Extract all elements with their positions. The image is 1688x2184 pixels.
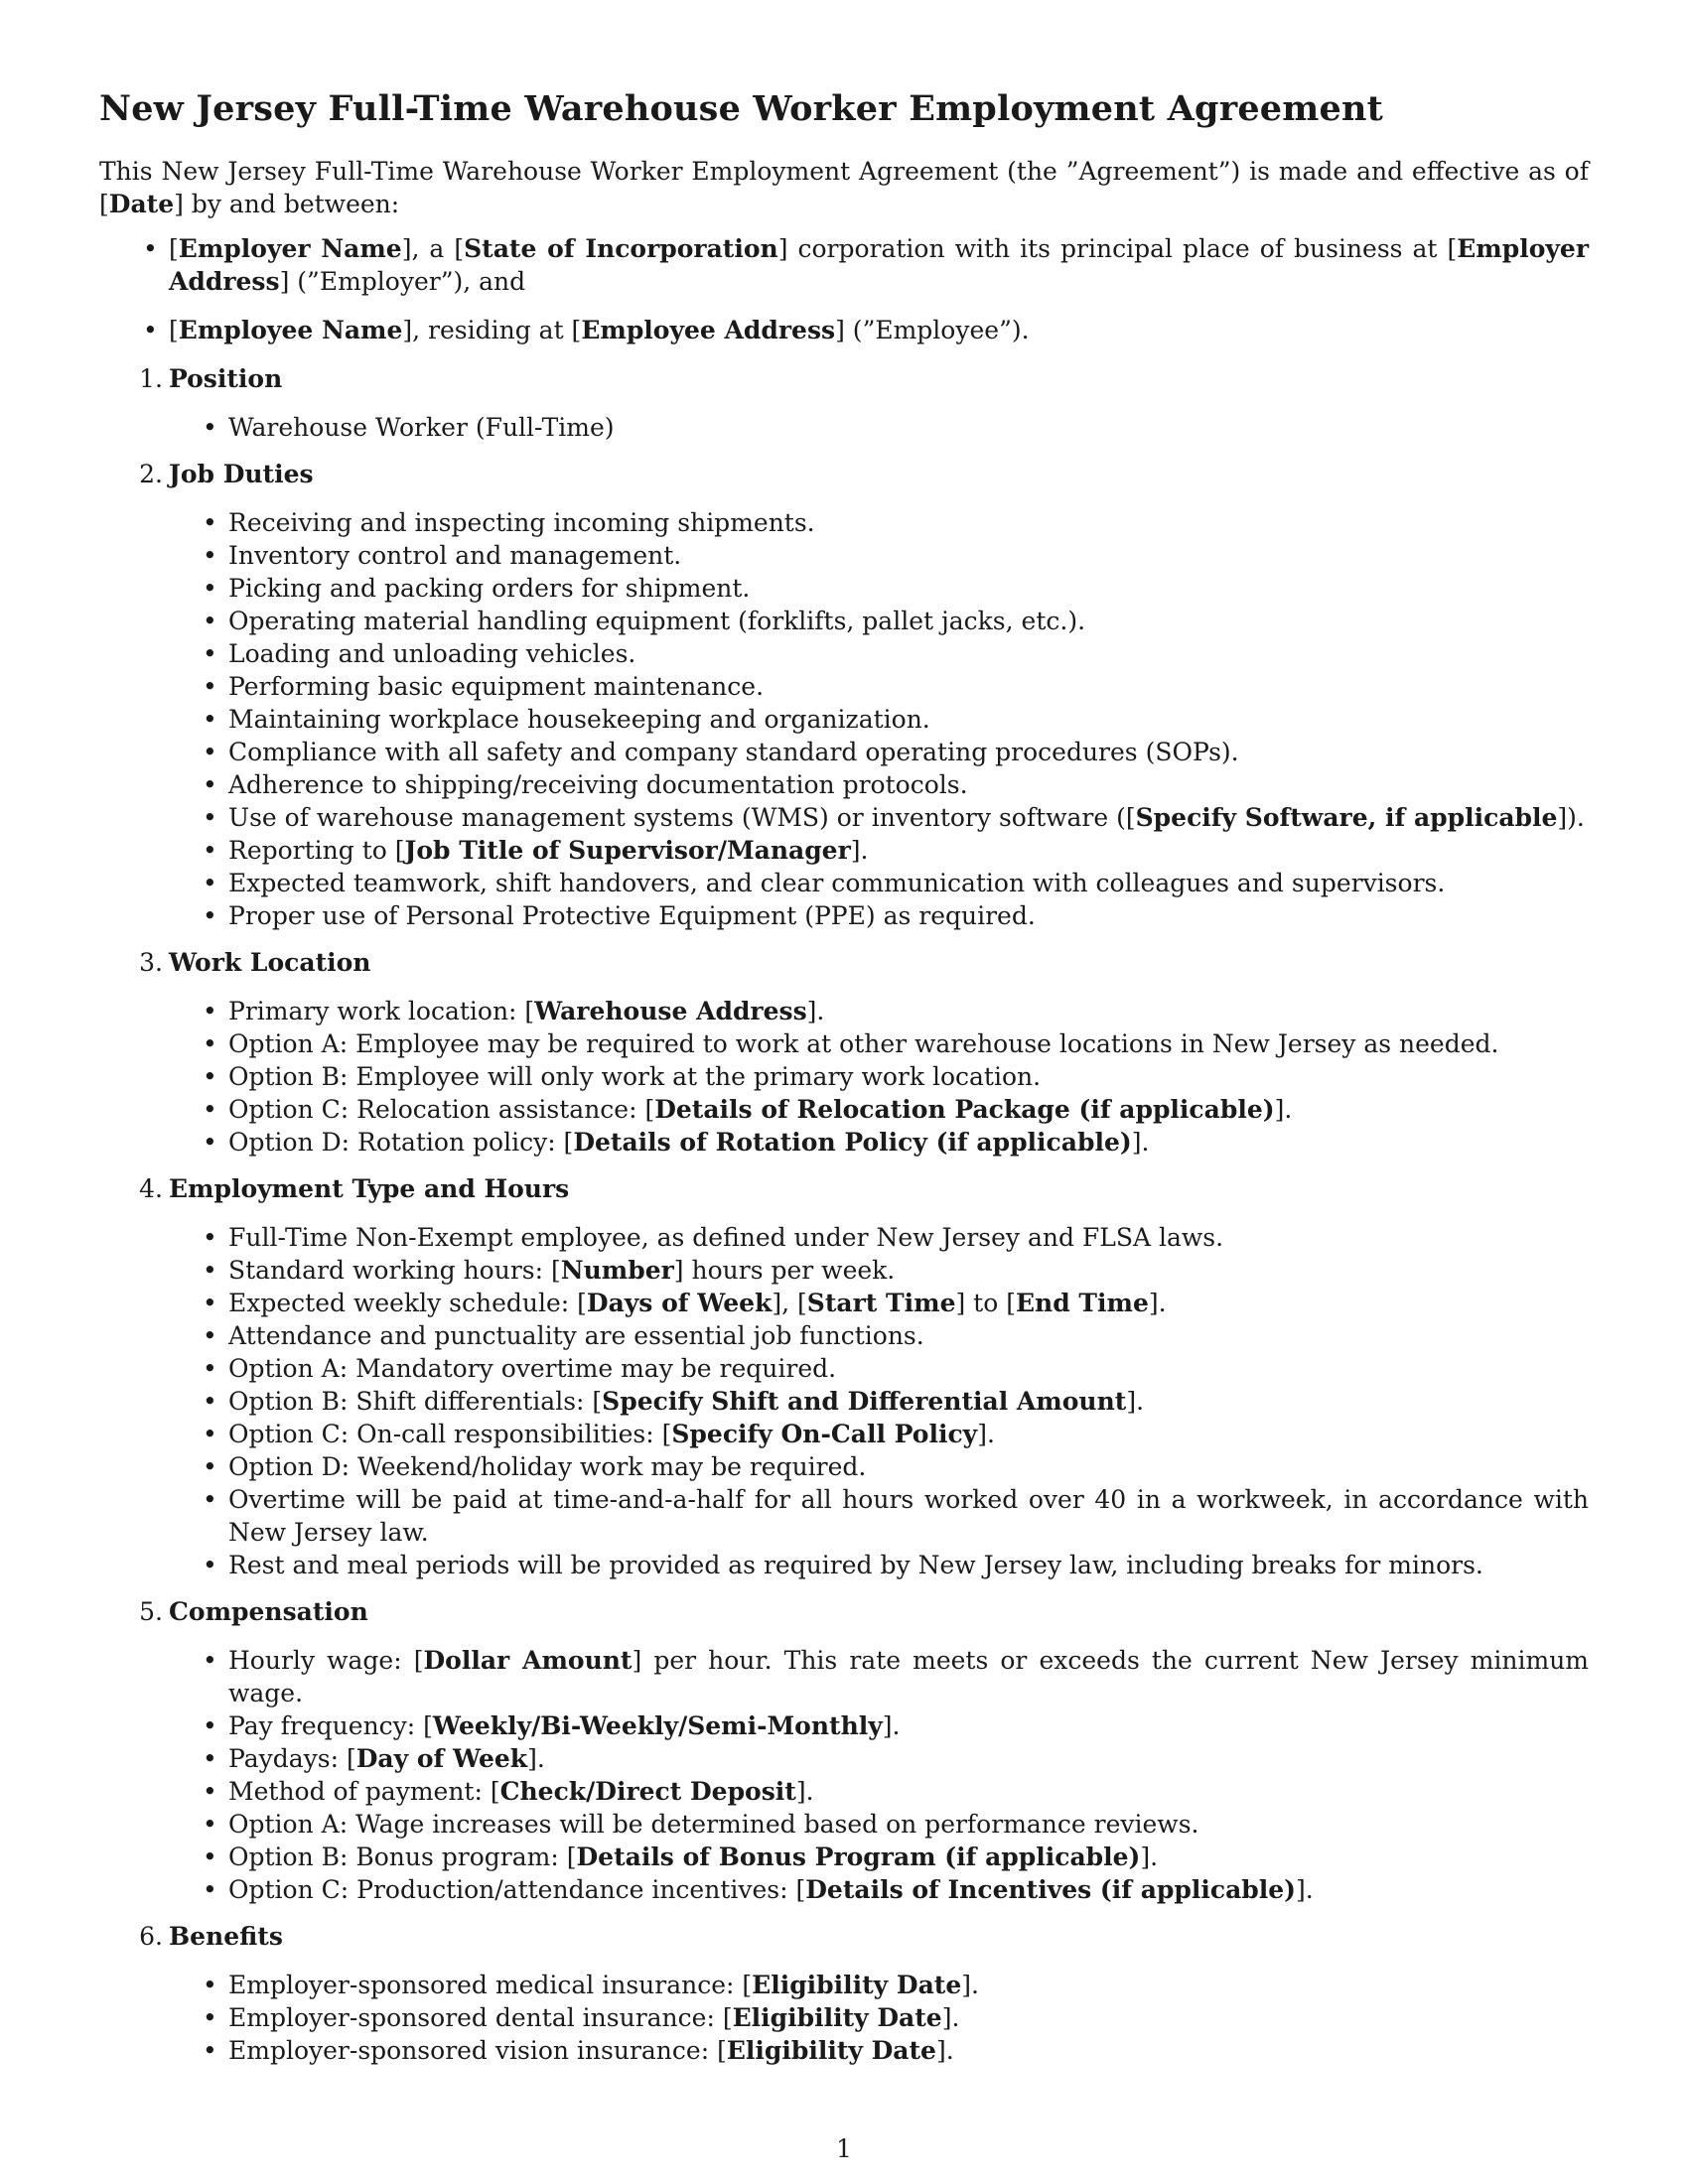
text-run: ]. [1131,1128,1150,1157]
text-run: Option D: Weekend/holiday work may be required. [228,1452,867,1481]
list-item [228,572,1589,605]
text-run: Option A: Wage increases will be determined based on performance reviews. [228,1810,1199,1839]
list-item [228,1254,1589,1287]
text-run: ]). [1557,803,1585,832]
text-run: Picking and packing orders for shipment. [228,574,751,603]
text-run: Paydays: [ [228,1744,356,1773]
list-item [228,1549,1589,1581]
section-number: 3. [139,948,163,977]
section-heading-text: Compensation [169,1597,368,1626]
list-item [228,1126,1589,1159]
text-run: ], a [ [401,234,465,263]
list-item [228,768,1589,801]
placeholder-field: Details of Rotation Policy (if applicable) [573,1128,1132,1157]
placeholder-field: End Time [1015,1289,1149,1317]
text-run: Primary work location: [ [228,997,535,1025]
section-heading-text: Job Duties [169,460,314,488]
placeholder-field: Employee Address [581,316,836,344]
placeholder-field: Eligibility Date [726,2036,936,2065]
text-run: Compliance with all safety and company standard operating procedures (SOPs). [228,738,1239,766]
text-run: ], [ [772,1289,807,1317]
text-run: ]. [850,836,869,865]
text-run: Receiving and inspecting incoming shipments. [228,508,815,537]
text-run: Adherence to shipping/receiving documentation protocols. [228,770,968,799]
placeholder-field: Eligibility Date [732,2003,942,2032]
section-heading [99,946,1589,979]
placeholder-field: Date [108,190,175,218]
text-run: Option B: Shift differentials: [ [228,1387,603,1416]
text-run: ] by and between: [174,190,400,218]
list-item [228,1319,1589,1352]
parties-list [99,232,1589,346]
list-item [228,411,1589,444]
text-run: ]. [1274,1095,1293,1124]
section-3 [99,946,1589,1159]
text-run: Inventory control and management. [228,541,682,570]
text-run: ]. [1296,1875,1314,1904]
section-items [99,995,1589,1159]
list-item [228,1483,1589,1549]
text-run: Option A: Employee may be required to work at other warehouse locations in New Jersey as needed. [228,1029,1499,1058]
list-item [228,801,1589,834]
page-number: 1 [836,2134,852,2163]
text-run: ]. [961,1971,979,1999]
list-item [228,539,1589,572]
list-item [228,1873,1589,1906]
text-run: Expected teamwork, shift handovers, and clear communication with colleagues and supervisors. [228,869,1446,897]
list-item [228,1644,1589,1709]
text-run: Maintaining workplace housekeeping and organization. [228,705,930,734]
placeholder-field: Start Time [806,1289,956,1317]
document-page [99,87,1589,2081]
list-item [228,899,1589,932]
list-item [228,1027,1589,1060]
text-run: ]. [806,997,825,1025]
text-run: Option D: Rotation policy: [ [228,1128,574,1157]
text-run: ]. [1126,1387,1145,1416]
list-item [228,1841,1589,1873]
text-run: ], residing at [ [402,316,582,344]
text-run: Reporting to [ [228,836,405,865]
placeholder-field: Specify Software, if applicable [1135,803,1558,832]
list-item [228,1060,1589,1093]
placeholder-field: Employee Name [178,316,403,344]
list-item [228,1385,1589,1418]
text-run: ]. [795,1777,814,1806]
text-run: Use of warehouse management systems (WMS) or inventory software ([ [228,803,1136,832]
section-items [99,1221,1589,1581]
section-heading [99,458,1589,490]
text-run: Option C: Relocation assistance: [ [228,1095,655,1124]
section-heading [99,1172,1589,1205]
text-run: Hourly wage: [ [228,1646,424,1675]
list-item [228,736,1589,768]
text-run: Option A: Mandatory overtime may be required. [228,1354,837,1383]
text-run: Option B: Bonus program: [ [228,1843,577,1871]
list-item [228,605,1589,637]
list-item [228,703,1589,736]
placeholder-field: Eligibility Date [752,1971,962,1999]
placeholder-field: Number [560,1256,674,1285]
text-run: This New Jersey Full-Time Warehouse Worker Employment Agreement (the ”Agreement”) is made and effective as of [99,157,1589,186]
section-heading-text: Benefits [169,1922,283,1951]
text-run: Loading and unloading vehicles. [228,639,636,668]
list-item [228,506,1589,539]
placeholder-field: Details of Bonus Program (if applicable) [576,1843,1141,1871]
section-number: 4. [139,1174,163,1203]
section-2 [99,458,1589,932]
section-items [99,506,1589,932]
section-6 [99,1920,1589,2067]
text-run: Full-Time Non-Exempt employee, as defined under New Jersey and FLSA laws. [228,1223,1224,1252]
list-item [228,1450,1589,1483]
list-item [228,1808,1589,1841]
text-run: ] hours per week. [673,1256,896,1285]
document-title: New Jersey Full-Time Warehouse Worker Employment Agreement [99,88,1383,129]
party-item [169,314,1589,346]
list-item [228,1775,1589,1808]
text-run: ] (”Employee”). [835,316,1030,344]
text-run: Overtime will be paid at time-and-a-half for all hours worked over 40 in a workweek, in accordance with New Jersey law. [228,1485,1589,1547]
text-run: Standard working hours: [ [228,1256,561,1285]
text-run: [ [99,190,109,218]
text-run: Performing basic equipment maintenance. [228,672,765,701]
placeholder-field: Specify On-Call Policy [671,1420,978,1448]
list-item [228,995,1589,1027]
text-run: Method of payment: [ [228,1777,500,1806]
text-run: Warehouse Worker (Full-Time) [228,413,615,442]
text-run: ] to [ [955,1289,1016,1317]
intro-paragraph [99,155,1589,220]
section-items [99,411,1589,444]
text-run: Attendance and punctuality are essential job functions. [228,1321,924,1350]
text-run: Operating material handling equipment (forklifts, pallet jacks, etc.). [228,607,1086,635]
section-heading-text: Work Location [169,948,371,977]
placeholder-field: Job Title of Supervisor/Manager [404,836,851,865]
party-item [169,232,1589,298]
placeholder-field: Days of Week [586,1289,773,1317]
section-number: 6. [139,1922,163,1951]
text-run: ]. [882,1711,901,1740]
text-run: Employer-sponsored vision insurance: [ [228,2036,727,2065]
list-item [228,1352,1589,1385]
placeholder-field: Specify Shift and Differential Amount [602,1387,1127,1416]
section-1 [99,362,1589,444]
text-run: Option C: Production/attendance incentives: [ [228,1875,806,1904]
section-heading [99,362,1589,395]
text-run: Rest and meal periods will be provided as required by New Jersey law, including breaks for minors. [228,1551,1483,1579]
text-run: Option B: Employee will only work at the primary work location. [228,1062,1042,1091]
text-run: ]. [527,1744,545,1773]
placeholder-field: Details of Relocation Package (if applicable) [654,1095,1275,1124]
sections-list [99,362,1589,2067]
placeholder-field: Weekly/Bi-Weekly/Semi-Monthly [432,1711,883,1740]
list-item [228,1969,1589,2001]
section-4 [99,1172,1589,1581]
placeholder-field: Day of Week [355,1744,528,1773]
text-run: ] per hour. This rate meets or exceeds the current New Jersey minimum wage. [228,1646,1590,1707]
text-run: ]. [977,1420,995,1448]
text-run: ]. [935,2036,954,2065]
text-run: Expected weekly schedule: [ [228,1289,587,1317]
list-item [228,2001,1589,2034]
section-5 [99,1595,1589,1906]
section-number: 1. [139,364,163,393]
text-run: Employer-sponsored medical insurance: [ [228,1971,753,1999]
text-run: Proper use of Personal Protective Equipment (PPE) as required. [228,901,1036,930]
list-item [228,637,1589,670]
text-run: ]. [941,2003,960,2032]
section-heading [99,1920,1589,1953]
section-items [99,1644,1589,1906]
list-item [228,834,1589,867]
list-item [228,1221,1589,1254]
text-run: ] corporation with its principal place of business at [ [777,234,1458,263]
list-item [228,2034,1589,2067]
section-items [99,1969,1589,2067]
section-heading-text: Position [169,364,283,393]
section-number: 2. [139,460,163,488]
list-item [228,1093,1589,1126]
text-run: Pay frequency: [ [228,1711,433,1740]
list-item [228,1287,1589,1319]
list-item [228,670,1589,703]
list-item [228,1418,1589,1450]
placeholder-field: Employer Address [169,234,1589,296]
list-item [228,867,1589,899]
text-run: ] (”Employer”), and [279,267,526,296]
placeholder-field: State of Incorporation [464,234,778,263]
section-number: 5. [139,1597,163,1626]
placeholder-field: Dollar Amount [423,1646,633,1675]
text-run: ]. [1148,1289,1167,1317]
section-heading-text: Employment Type and Hours [169,1174,570,1203]
placeholder-field: Check/Direct Deposit [499,1777,796,1806]
text-run: Option C: On-call responsibilities: [ [228,1420,672,1448]
text-run: ]. [1140,1843,1159,1871]
section-heading [99,1595,1589,1628]
list-item [228,1742,1589,1775]
placeholder-field: Employer Name [178,234,402,263]
list-item [228,1709,1589,1742]
placeholder-field: Details of Incentives (if applicable) [805,1875,1296,1904]
text-run: [ [169,234,179,263]
placeholder-field: Warehouse Address [534,997,807,1025]
text-run: [ [169,316,179,344]
text-run: Employer-sponsored dental insurance: [ [228,2003,733,2032]
